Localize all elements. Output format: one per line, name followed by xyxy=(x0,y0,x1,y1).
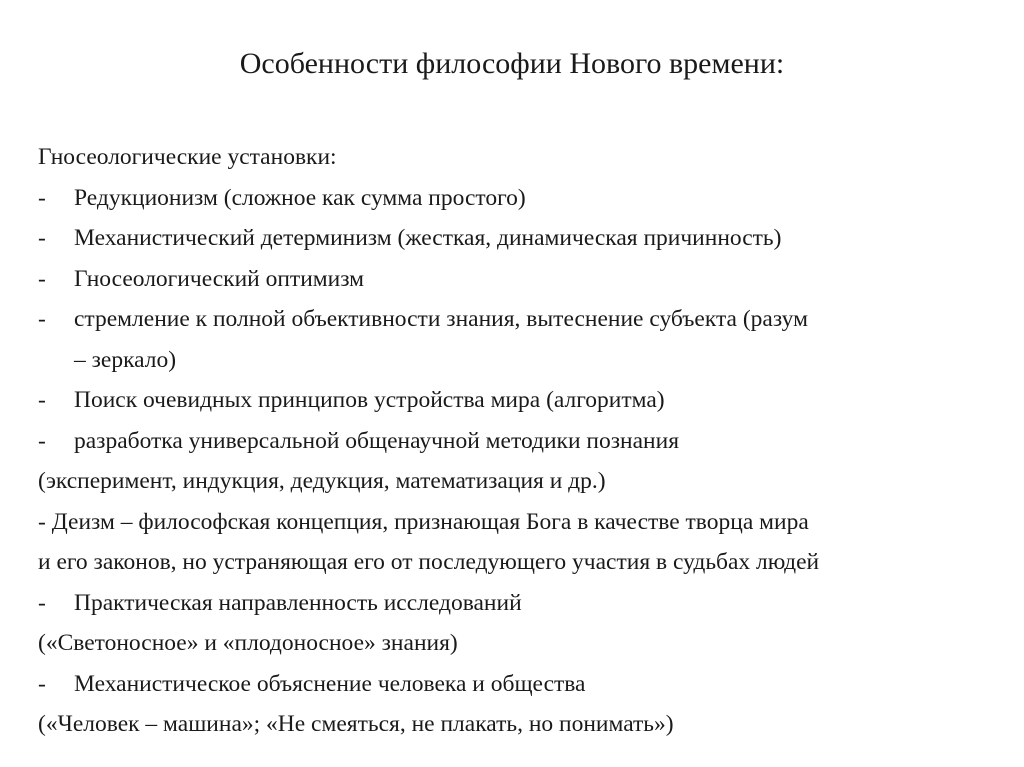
list-item-text: Поиск очевидных принципов устройства мира (алгоритма) xyxy=(74,387,665,413)
list-item-text: Механистический детерминизм (жесткая, динамическая причинность) xyxy=(74,225,782,251)
list-item-methodology xyxy=(38,421,998,462)
section-heading: Гносеологические установки: xyxy=(38,144,337,170)
list-item-text: разработка универсальной общенаучной методики познания xyxy=(74,427,679,454)
bullet-dash: - xyxy=(38,306,46,332)
bullet-dash: - xyxy=(38,427,46,454)
list-item-mechanistic-man xyxy=(38,664,998,705)
bullet-dash: - xyxy=(38,184,46,211)
list-item-text-line2: – зеркало) xyxy=(74,346,177,373)
list-item-text: Механистическое объяснение человека и общества xyxy=(74,670,586,697)
practical-note: («Светоносное» и «плодоносное» знания) xyxy=(38,630,458,656)
list-item-text-line1: стремление к полной объективности знания, вытеснение субъекта (разум xyxy=(74,306,808,332)
list-item-reductionism xyxy=(38,178,998,219)
list-item-practical xyxy=(38,583,998,624)
slide-body xyxy=(38,137,998,745)
slide-title: Особенности философии Нового времени: xyxy=(239,47,785,80)
list-item-principles xyxy=(38,380,998,421)
bullet-dash: - xyxy=(38,670,46,697)
list-item-objectivity xyxy=(38,299,998,380)
deism-line-1: - Деизм – философская концепция, признающая Бога в качестве творца мира xyxy=(38,508,809,535)
list-item-optimism xyxy=(38,259,998,300)
list-item-text: Практическая направленность исследований xyxy=(74,589,522,616)
deism-line-2: и его законов, но устраняющая его от последующего участия в судьбах людей xyxy=(38,549,820,575)
mechanistic-note: («Человек – машина»; «Не смеяться, не плакать, но понимать») xyxy=(38,711,674,737)
methodology-note: (эксперимент, индукция, дедукция, математизация и др.) xyxy=(38,468,606,494)
bullet-dash: - xyxy=(38,225,46,251)
bullet-dash: - xyxy=(38,265,46,292)
bullet-dash: - xyxy=(38,589,46,616)
list-item-determinism xyxy=(38,218,998,259)
bullet-dash: - xyxy=(38,387,46,413)
list-item-text: Редукционизм (сложное как сумма простого) xyxy=(74,184,526,211)
list-item-text: Гносеологический оптимизм xyxy=(74,265,365,292)
